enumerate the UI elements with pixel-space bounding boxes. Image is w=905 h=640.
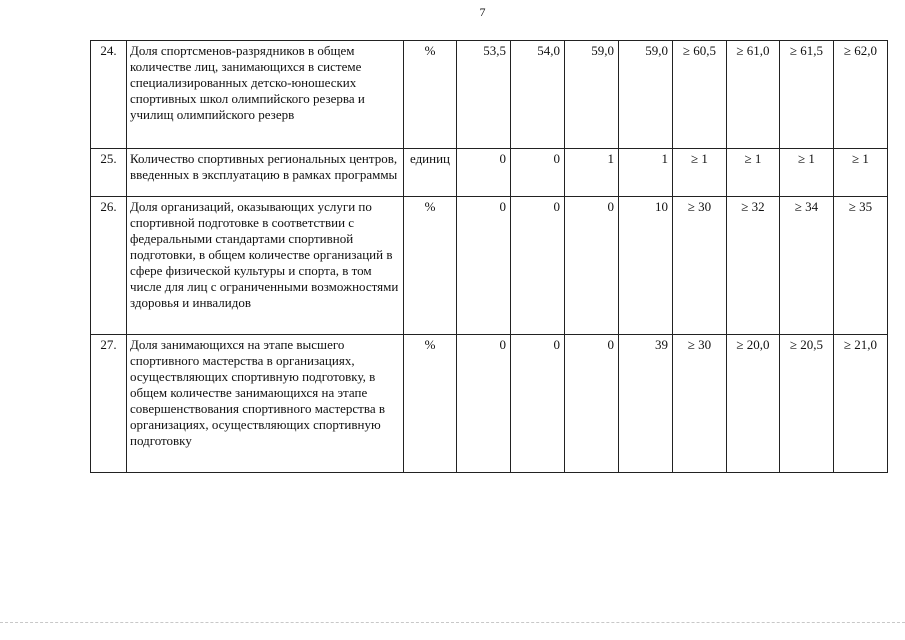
unit-cell: % xyxy=(404,197,457,335)
row-number: 24. xyxy=(91,41,127,149)
value-cell: ≥ 30 xyxy=(673,197,727,335)
table-row xyxy=(91,41,888,149)
value-cell: ≥ 61,0 xyxy=(727,41,780,149)
value-cell: 1 xyxy=(565,149,619,197)
value-cell: ≥ 34 xyxy=(780,197,834,335)
row-number: 25. xyxy=(91,149,127,197)
value-cell: ≥ 1 xyxy=(727,149,780,197)
unit-cell: единиц xyxy=(404,149,457,197)
value-cell: 0 xyxy=(511,149,565,197)
unit-cell: % xyxy=(404,335,457,473)
indicator-name: Доля спортсменов-разрядников в общем количестве лиц, занимающихся в системе специализированных детско-юношеских спортивных школ олимпийского резерва и училищ олимпийского резерв xyxy=(127,41,404,149)
value-cell: 0 xyxy=(511,197,565,335)
indicator-name: Доля организаций, оказывающих услуги по спортивной подготовке в соответствии с федеральными стандартами спортивной подготовки, в общем количестве организаций в сфере физической культуры и спорта, в том числе для лиц с ограниченными возможностями здоровья и инвалидов xyxy=(127,197,404,335)
value-cell: ≥ 1 xyxy=(673,149,727,197)
value-cell: 54,0 xyxy=(511,41,565,149)
value-cell: ≥ 61,5 xyxy=(780,41,834,149)
value-cell: ≥ 21,0 xyxy=(834,335,888,473)
value-cell: ≥ 32 xyxy=(727,197,780,335)
value-cell: 1 xyxy=(619,149,673,197)
page-number: 7 xyxy=(479,5,486,19)
value-cell: 53,5 xyxy=(457,41,511,149)
value-cell: 0 xyxy=(565,197,619,335)
value-cell: 59,0 xyxy=(619,41,673,149)
table-row xyxy=(91,335,888,473)
value-cell: ≥ 1 xyxy=(780,149,834,197)
value-cell: 39 xyxy=(619,335,673,473)
row-number: 27. xyxy=(91,335,127,473)
indicator-name: Количество спортивных региональных центров, введенных в эксплуатацию в рамках программы xyxy=(127,149,404,197)
value-cell: 0 xyxy=(565,335,619,473)
value-cell: 59,0 xyxy=(565,41,619,149)
value-cell: ≥ 20,0 xyxy=(727,335,780,473)
value-cell: ≥ 30 xyxy=(673,335,727,473)
value-cell: ≥ 35 xyxy=(834,197,888,335)
value-cell: ≥ 62,0 xyxy=(834,41,888,149)
table-row xyxy=(91,197,888,335)
value-cell: 0 xyxy=(511,335,565,473)
value-cell: 0 xyxy=(457,149,511,197)
scan-artifact-line xyxy=(0,622,905,623)
value-cell: 0 xyxy=(457,335,511,473)
indicators-table xyxy=(90,40,888,473)
value-cell: 10 xyxy=(619,197,673,335)
indicator-name: Доля занимающихся на этапе высшего спортивного мастерства в организациях, осуществляющих спортивную подготовку, в общем количестве занимающихся на этапе совершенствования спортивного мастерства в организациях, осуществляющих спортивную подготовку xyxy=(127,335,404,473)
value-cell: 0 xyxy=(457,197,511,335)
row-number: 26. xyxy=(91,197,127,335)
value-cell: ≥ 60,5 xyxy=(673,41,727,149)
table-row xyxy=(91,149,888,197)
value-cell: ≥ 20,5 xyxy=(780,335,834,473)
unit-cell: % xyxy=(404,41,457,149)
value-cell: ≥ 1 xyxy=(834,149,888,197)
